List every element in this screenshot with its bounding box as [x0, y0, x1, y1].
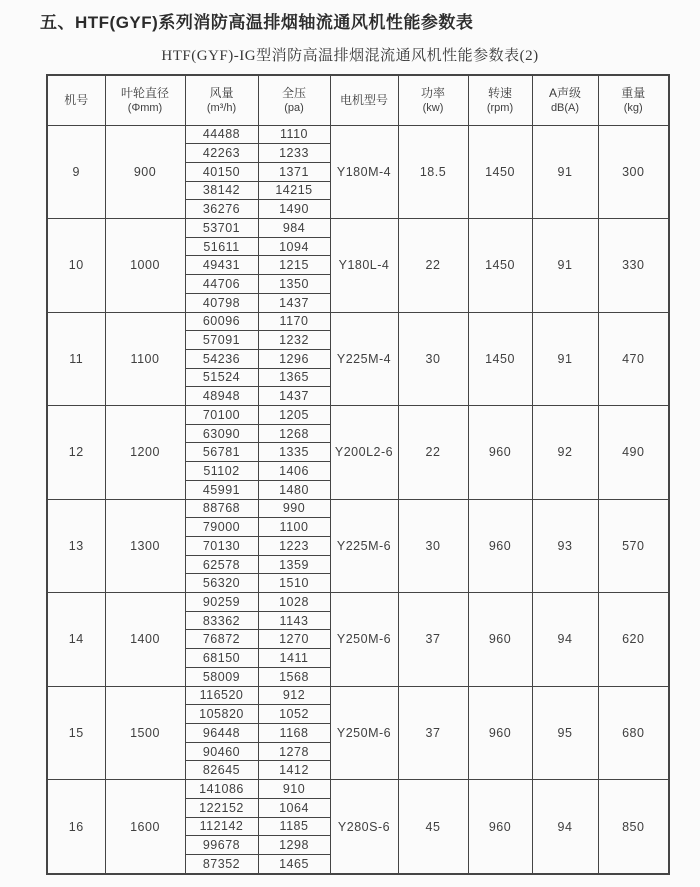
table-row [47, 593, 669, 612]
flow-cell: 112142 [185, 817, 258, 836]
table-subtitle: HTF(GYF)-IG型消防高温排烟混流通风机性能参数表(2) [161, 48, 539, 64]
weight-cell: 490 [598, 406, 669, 500]
flow-cell: 68150 [185, 649, 258, 668]
column-header-speed [468, 75, 532, 125]
noise-cell: 95 [532, 686, 598, 780]
machine-no-cell: 16 [47, 780, 105, 874]
weight-cell: 330 [598, 219, 669, 313]
flow-cell: 49431 [185, 256, 258, 275]
column-header-power [398, 75, 468, 125]
pressure-cell: 1365 [258, 368, 330, 387]
motor-model-cell: Y180M-4 [330, 125, 398, 219]
column-header-weight [598, 75, 669, 125]
table-body [47, 125, 669, 874]
flow-cell: 44706 [185, 275, 258, 294]
column-header-label: 重量 [621, 85, 646, 100]
pressure-cell: 910 [258, 780, 330, 799]
impeller-diameter-cell: 1400 [105, 593, 185, 687]
pressure-cell: 1371 [258, 162, 330, 181]
column-header-pressure [258, 75, 330, 125]
column-header-unit: (rpm) [486, 101, 514, 114]
column-header-label: 功率 [420, 85, 445, 100]
noise-cell: 91 [532, 312, 598, 406]
flow-cell: 53701 [185, 219, 258, 238]
impeller-diameter-cell: 1600 [105, 780, 185, 874]
pressure-cell: 1437 [258, 387, 330, 406]
motor-model-cell: Y250M-6 [330, 593, 398, 687]
flow-cell: 116520 [185, 686, 258, 705]
noise-cell: 92 [532, 406, 598, 500]
noise-cell: 94 [532, 780, 598, 874]
impeller-diameter-cell: 1500 [105, 686, 185, 780]
weight-cell: 470 [598, 312, 669, 406]
table-row [47, 125, 669, 144]
flow-cell: 45991 [185, 480, 258, 499]
flow-cell: 40150 [185, 162, 258, 181]
column-header-unit: (m³/h) [206, 101, 237, 114]
pressure-cell: 1094 [258, 237, 330, 256]
flow-cell: 88768 [185, 499, 258, 518]
speed-cell: 960 [468, 686, 532, 780]
fan-performance-table [46, 74, 670, 875]
column-header-label: 机号 [64, 93, 89, 108]
column-header-motor-model [330, 75, 398, 125]
flow-cell: 79000 [185, 518, 258, 537]
impeller-diameter-cell: 1200 [105, 406, 185, 500]
flow-cell: 96448 [185, 724, 258, 743]
pressure-cell: 14215 [258, 181, 330, 200]
machine-no-cell: 9 [47, 125, 105, 219]
pressure-cell: 1223 [258, 536, 330, 555]
weight-cell: 570 [598, 499, 669, 593]
pressure-cell: 1215 [258, 256, 330, 275]
flow-cell: 56781 [185, 443, 258, 462]
flow-cell: 82645 [185, 761, 258, 780]
pressure-cell: 1052 [258, 705, 330, 724]
power-cell: 45 [398, 780, 468, 874]
pressure-cell: 1335 [258, 443, 330, 462]
column-header-unit: (kg) [623, 101, 643, 114]
table-row [47, 499, 669, 518]
pressure-cell: 1028 [258, 593, 330, 612]
column-header-label: 电机型号 [339, 93, 388, 108]
pressure-cell: 1185 [258, 817, 330, 836]
pressure-cell: 1480 [258, 480, 330, 499]
machine-no-cell: 10 [47, 219, 105, 313]
table-header-row [47, 75, 669, 125]
speed-cell: 960 [468, 406, 532, 500]
impeller-diameter-cell: 1300 [105, 499, 185, 593]
column-header-label: A声级 [548, 85, 581, 100]
power-cell: 30 [398, 499, 468, 593]
pressure-cell: 1232 [258, 331, 330, 350]
page-title: 五、HTF(GYF)系列消防高温排烟轴流通风机性能参数表 [40, 13, 474, 32]
power-cell: 37 [398, 686, 468, 780]
column-header-flow [185, 75, 258, 125]
flow-cell: 90460 [185, 742, 258, 761]
pressure-cell: 1270 [258, 630, 330, 649]
table-row [47, 312, 669, 331]
flow-cell: 38142 [185, 181, 258, 200]
power-cell: 22 [398, 406, 468, 500]
column-header-unit: (Φmm) [127, 101, 163, 114]
pressure-cell: 1350 [258, 275, 330, 294]
pressure-cell: 1233 [258, 144, 330, 163]
machine-no-cell: 15 [47, 686, 105, 780]
motor-model-cell: Y280S-6 [330, 780, 398, 874]
machine-no-cell: 14 [47, 593, 105, 687]
flow-cell: 54236 [185, 349, 258, 368]
flow-cell: 42263 [185, 144, 258, 163]
pressure-cell: 1437 [258, 293, 330, 312]
pressure-cell: 1412 [258, 761, 330, 780]
table-row [47, 219, 669, 238]
impeller-diameter-cell: 900 [105, 125, 185, 219]
flow-cell: 70130 [185, 536, 258, 555]
column-header-label: 风量 [209, 85, 234, 100]
flow-cell: 60096 [185, 312, 258, 331]
flow-cell: 51524 [185, 368, 258, 387]
speed-cell: 960 [468, 499, 532, 593]
pressure-cell: 1100 [258, 518, 330, 537]
flow-cell: 63090 [185, 424, 258, 443]
pressure-cell: 1143 [258, 611, 330, 630]
table-row [47, 406, 669, 425]
flow-cell: 141086 [185, 780, 258, 799]
pressure-cell: 1268 [258, 424, 330, 443]
impeller-diameter-cell: 1000 [105, 219, 185, 313]
weight-cell: 620 [598, 593, 669, 687]
flow-cell: 122152 [185, 798, 258, 817]
flow-cell: 44488 [185, 125, 258, 144]
impeller-diameter-cell: 1100 [105, 312, 185, 406]
flow-cell: 57091 [185, 331, 258, 350]
table-row [47, 686, 669, 705]
pressure-cell: 1490 [258, 200, 330, 219]
pressure-cell: 1411 [258, 649, 330, 668]
pressure-cell: 1568 [258, 667, 330, 686]
flow-cell: 87352 [185, 854, 258, 874]
machine-no-cell: 13 [47, 499, 105, 593]
power-cell: 22 [398, 219, 468, 313]
column-header-label: 转速 [487, 85, 512, 100]
machine-no-cell: 11 [47, 312, 105, 406]
pressure-cell: 1465 [258, 854, 330, 874]
pressure-cell: 1406 [258, 462, 330, 481]
power-cell: 18.5 [398, 125, 468, 219]
machine-no-cell: 12 [47, 406, 105, 500]
pressure-cell: 1205 [258, 406, 330, 425]
pressure-cell: 1110 [258, 125, 330, 144]
column-header-unit: (kw) [422, 101, 444, 114]
motor-model-cell: Y225M-4 [330, 312, 398, 406]
column-header-noise-level [532, 75, 598, 125]
speed-cell: 1450 [468, 312, 532, 406]
column-header-unit: dB(A) [550, 101, 580, 114]
speed-cell: 960 [468, 593, 532, 687]
flow-cell: 62578 [185, 555, 258, 574]
flow-cell: 51102 [185, 462, 258, 481]
pressure-cell: 984 [258, 219, 330, 238]
column-header-label: 叶轮直径 [120, 85, 169, 100]
flow-cell: 83362 [185, 611, 258, 630]
column-header-label: 全压 [281, 85, 306, 100]
flow-cell: 48948 [185, 387, 258, 406]
pressure-cell: 1296 [258, 349, 330, 368]
flow-cell: 51611 [185, 237, 258, 256]
noise-cell: 93 [532, 499, 598, 593]
weight-cell: 850 [598, 780, 669, 874]
power-cell: 37 [398, 593, 468, 687]
speed-cell: 1450 [468, 125, 532, 219]
pressure-cell: 990 [258, 499, 330, 518]
noise-cell: 94 [532, 593, 598, 687]
pressure-cell: 912 [258, 686, 330, 705]
flow-cell: 105820 [185, 705, 258, 724]
flow-cell: 99678 [185, 836, 258, 855]
column-header-impeller-diameter [105, 75, 185, 125]
motor-model-cell: Y250M-6 [330, 686, 398, 780]
power-cell: 30 [398, 312, 468, 406]
column-header-machine-no [47, 75, 105, 125]
motor-model-cell: Y200L2-6 [330, 406, 398, 500]
speed-cell: 960 [468, 780, 532, 874]
table-row [47, 780, 669, 799]
column-header-unit: (pa) [284, 101, 304, 114]
flow-cell: 90259 [185, 593, 258, 612]
header-row [47, 75, 669, 125]
motor-model-cell: Y225M-6 [330, 499, 398, 593]
flow-cell: 36276 [185, 200, 258, 219]
pressure-cell: 1278 [258, 742, 330, 761]
weight-cell: 300 [598, 125, 669, 219]
flow-cell: 76872 [185, 630, 258, 649]
pressure-cell: 1170 [258, 312, 330, 331]
pressure-cell: 1064 [258, 798, 330, 817]
pressure-cell: 1359 [258, 555, 330, 574]
motor-model-cell: Y180L-4 [330, 219, 398, 313]
flow-cell: 58009 [185, 667, 258, 686]
noise-cell: 91 [532, 125, 598, 219]
speed-cell: 1450 [468, 219, 532, 313]
pressure-cell: 1510 [258, 574, 330, 593]
weight-cell: 680 [598, 686, 669, 780]
flow-cell: 40798 [185, 293, 258, 312]
pressure-cell: 1168 [258, 724, 330, 743]
pressure-cell: 1298 [258, 836, 330, 855]
flow-cell: 70100 [185, 406, 258, 425]
noise-cell: 91 [532, 219, 598, 313]
flow-cell: 56320 [185, 574, 258, 593]
